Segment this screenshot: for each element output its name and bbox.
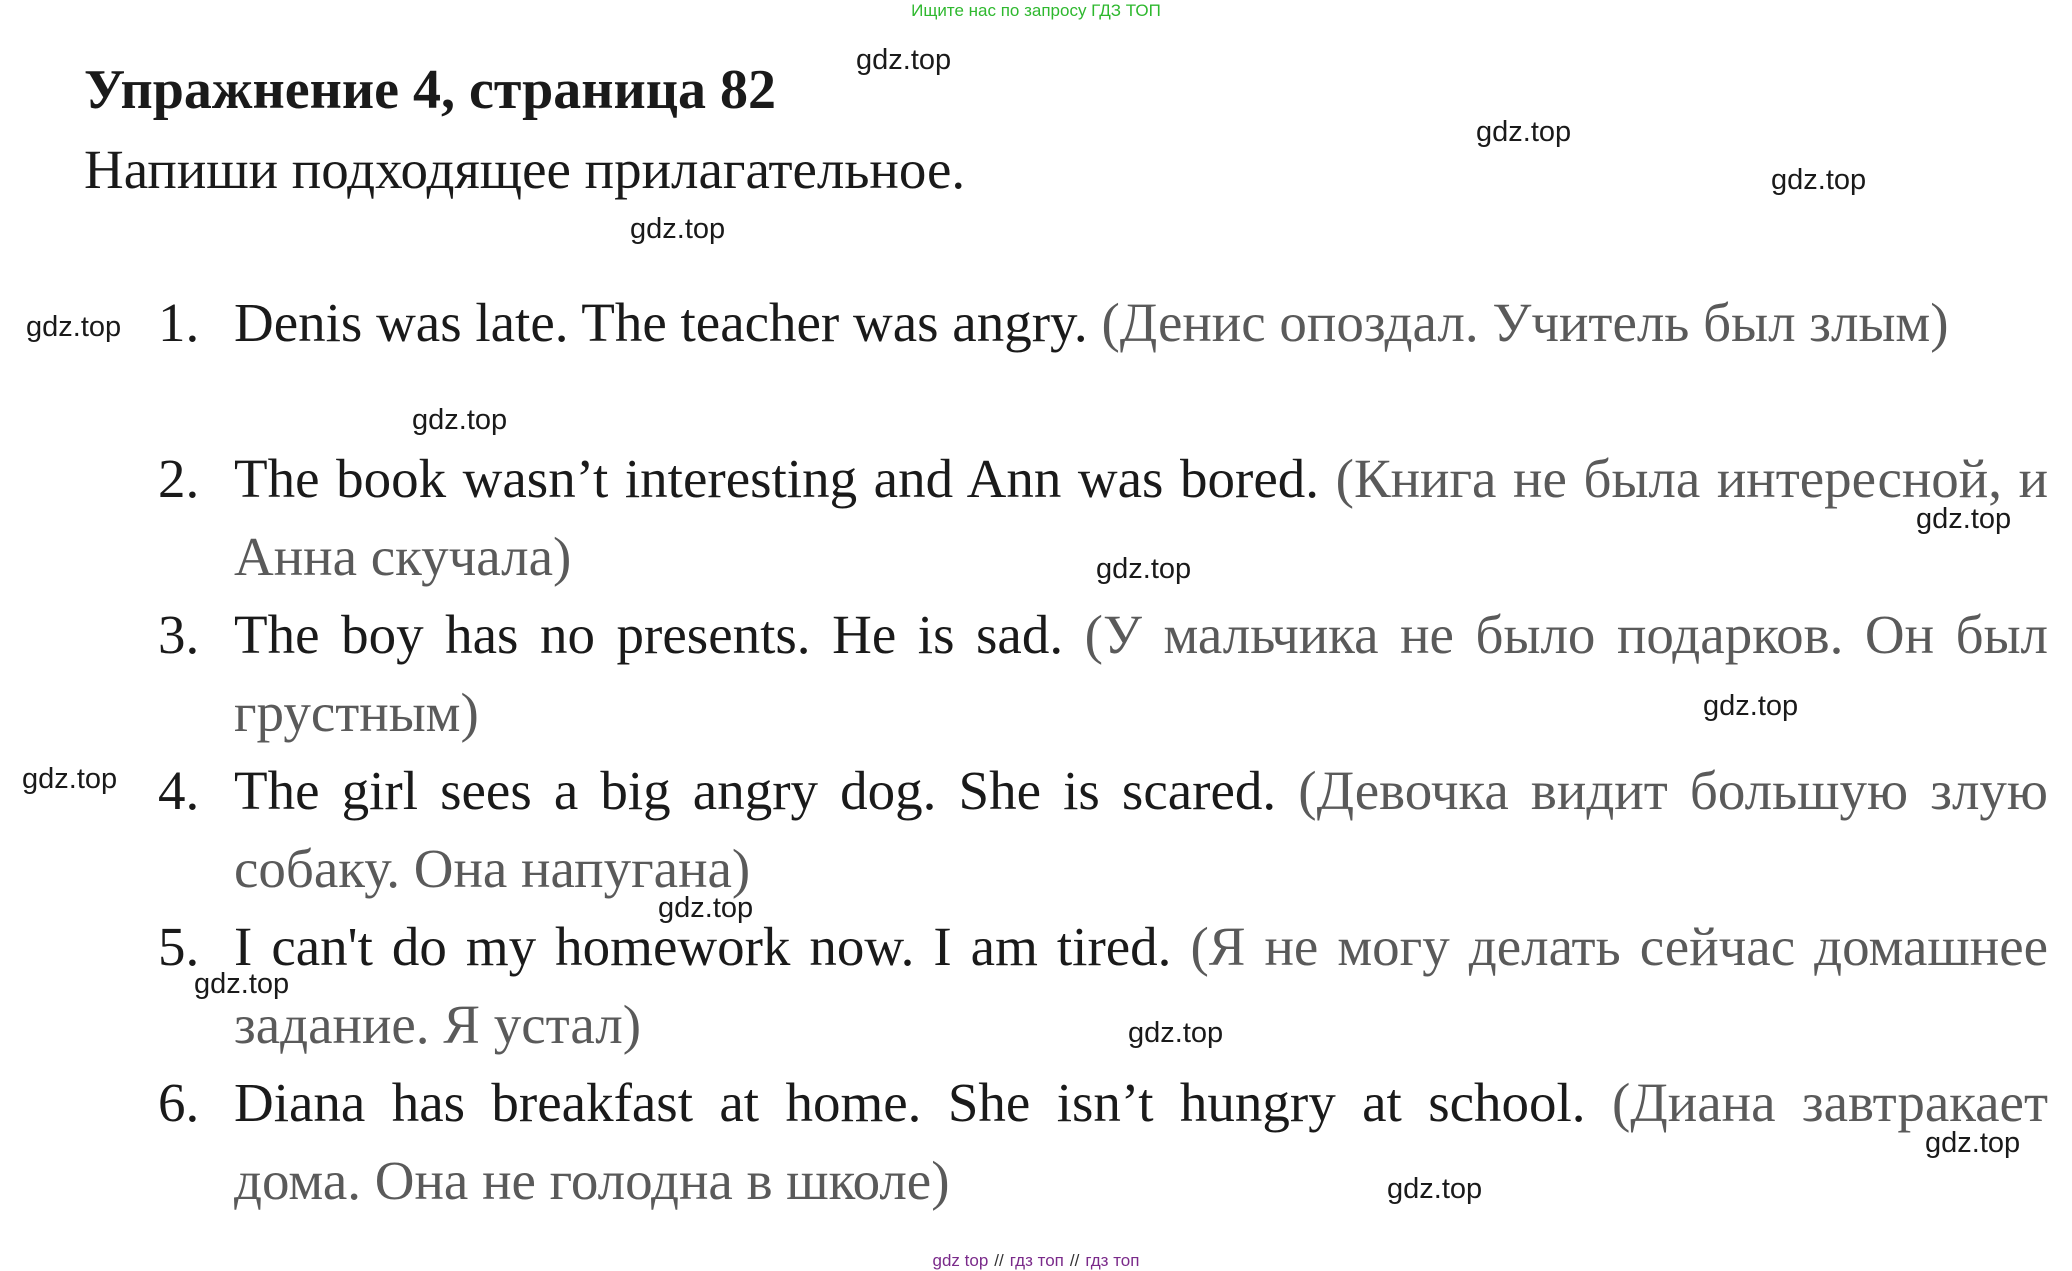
watermark: gdz.top (630, 213, 726, 245)
footer-links (0, 1251, 2072, 1271)
english-sentence: The book wasn’t interesting and Ann was bored. (234, 448, 1320, 509)
watermark: gdz.top (1476, 116, 1572, 148)
watermark: gdz.top (194, 968, 290, 1000)
watermark: gdz.top (1771, 164, 1867, 196)
list-item (234, 596, 2048, 752)
watermark: gdz.top (856, 44, 952, 76)
watermark: gdz.top (1128, 1017, 1224, 1049)
english-sentence: Diana has breakfast at home. She isn’t hungry at school. (234, 1072, 1586, 1133)
english-sentence: Denis was late. The teacher was angry. (234, 292, 1088, 353)
watermark: gdz.top (1916, 503, 2012, 535)
russian-translation: (Девочка видит большую злую собаку. Она напугана) (234, 760, 2048, 899)
english-sentence: The boy has no presents. He is sad. (234, 604, 1064, 665)
watermark: gdz.top (1925, 1127, 2021, 1159)
watermark: gdz.top (1387, 1173, 1483, 1205)
item-number: 3. (158, 604, 200, 665)
item-number: 5. (158, 916, 200, 977)
watermark: gdz.top (412, 404, 508, 436)
watermark: gdz.top (658, 892, 754, 924)
exercise-title: Упражнение 4, страница 82 (84, 59, 777, 121)
item-number: 4. (158, 760, 200, 821)
russian-translation: (Денис опоздал. Учитель был злым) (1101, 292, 1949, 353)
watermark: gdz.top (26, 311, 122, 343)
watermark: gdz.top (22, 763, 118, 795)
russian-translation: (Я не могу делать сейчас домашнее задание. Я устал) (234, 916, 2049, 1055)
english-sentence: I can't do my homework now. I am tired. (234, 916, 1172, 977)
russian-translation: (У мальчика не было подарков. Он был грустным) (234, 604, 2048, 743)
footer-link[interactable]: гдз топ (1009, 1251, 1064, 1270)
item-number: 6. (158, 1072, 200, 1133)
watermark: gdz.top (1703, 690, 1799, 722)
item-number: 2. (158, 448, 200, 509)
exercise-instruction: Напиши подходящее прилагательное. (84, 139, 966, 200)
russian-translation: (Книга не была интересной, и Анна скучала) (234, 448, 2049, 587)
list-item (234, 752, 2048, 908)
watermark: gdz.top (1096, 553, 1192, 585)
list-item (234, 284, 2048, 362)
item-number: 1. (158, 292, 200, 353)
top-banner: Ищите нас по запросу ГДЗ ТОП (911, 1, 1161, 20)
footer-link[interactable]: gdz top (932, 1251, 989, 1270)
footer-separator: // (1069, 1251, 1080, 1270)
footer-link[interactable]: гдз топ (1085, 1251, 1140, 1270)
footer-separator: // (994, 1251, 1004, 1270)
list-item (234, 1064, 2048, 1220)
russian-translation: (Диана завтракает дома. Она не голодна в школе) (234, 1072, 2048, 1211)
english-sentence: The girl sees a big angry dog. She is scared. (234, 760, 1277, 821)
